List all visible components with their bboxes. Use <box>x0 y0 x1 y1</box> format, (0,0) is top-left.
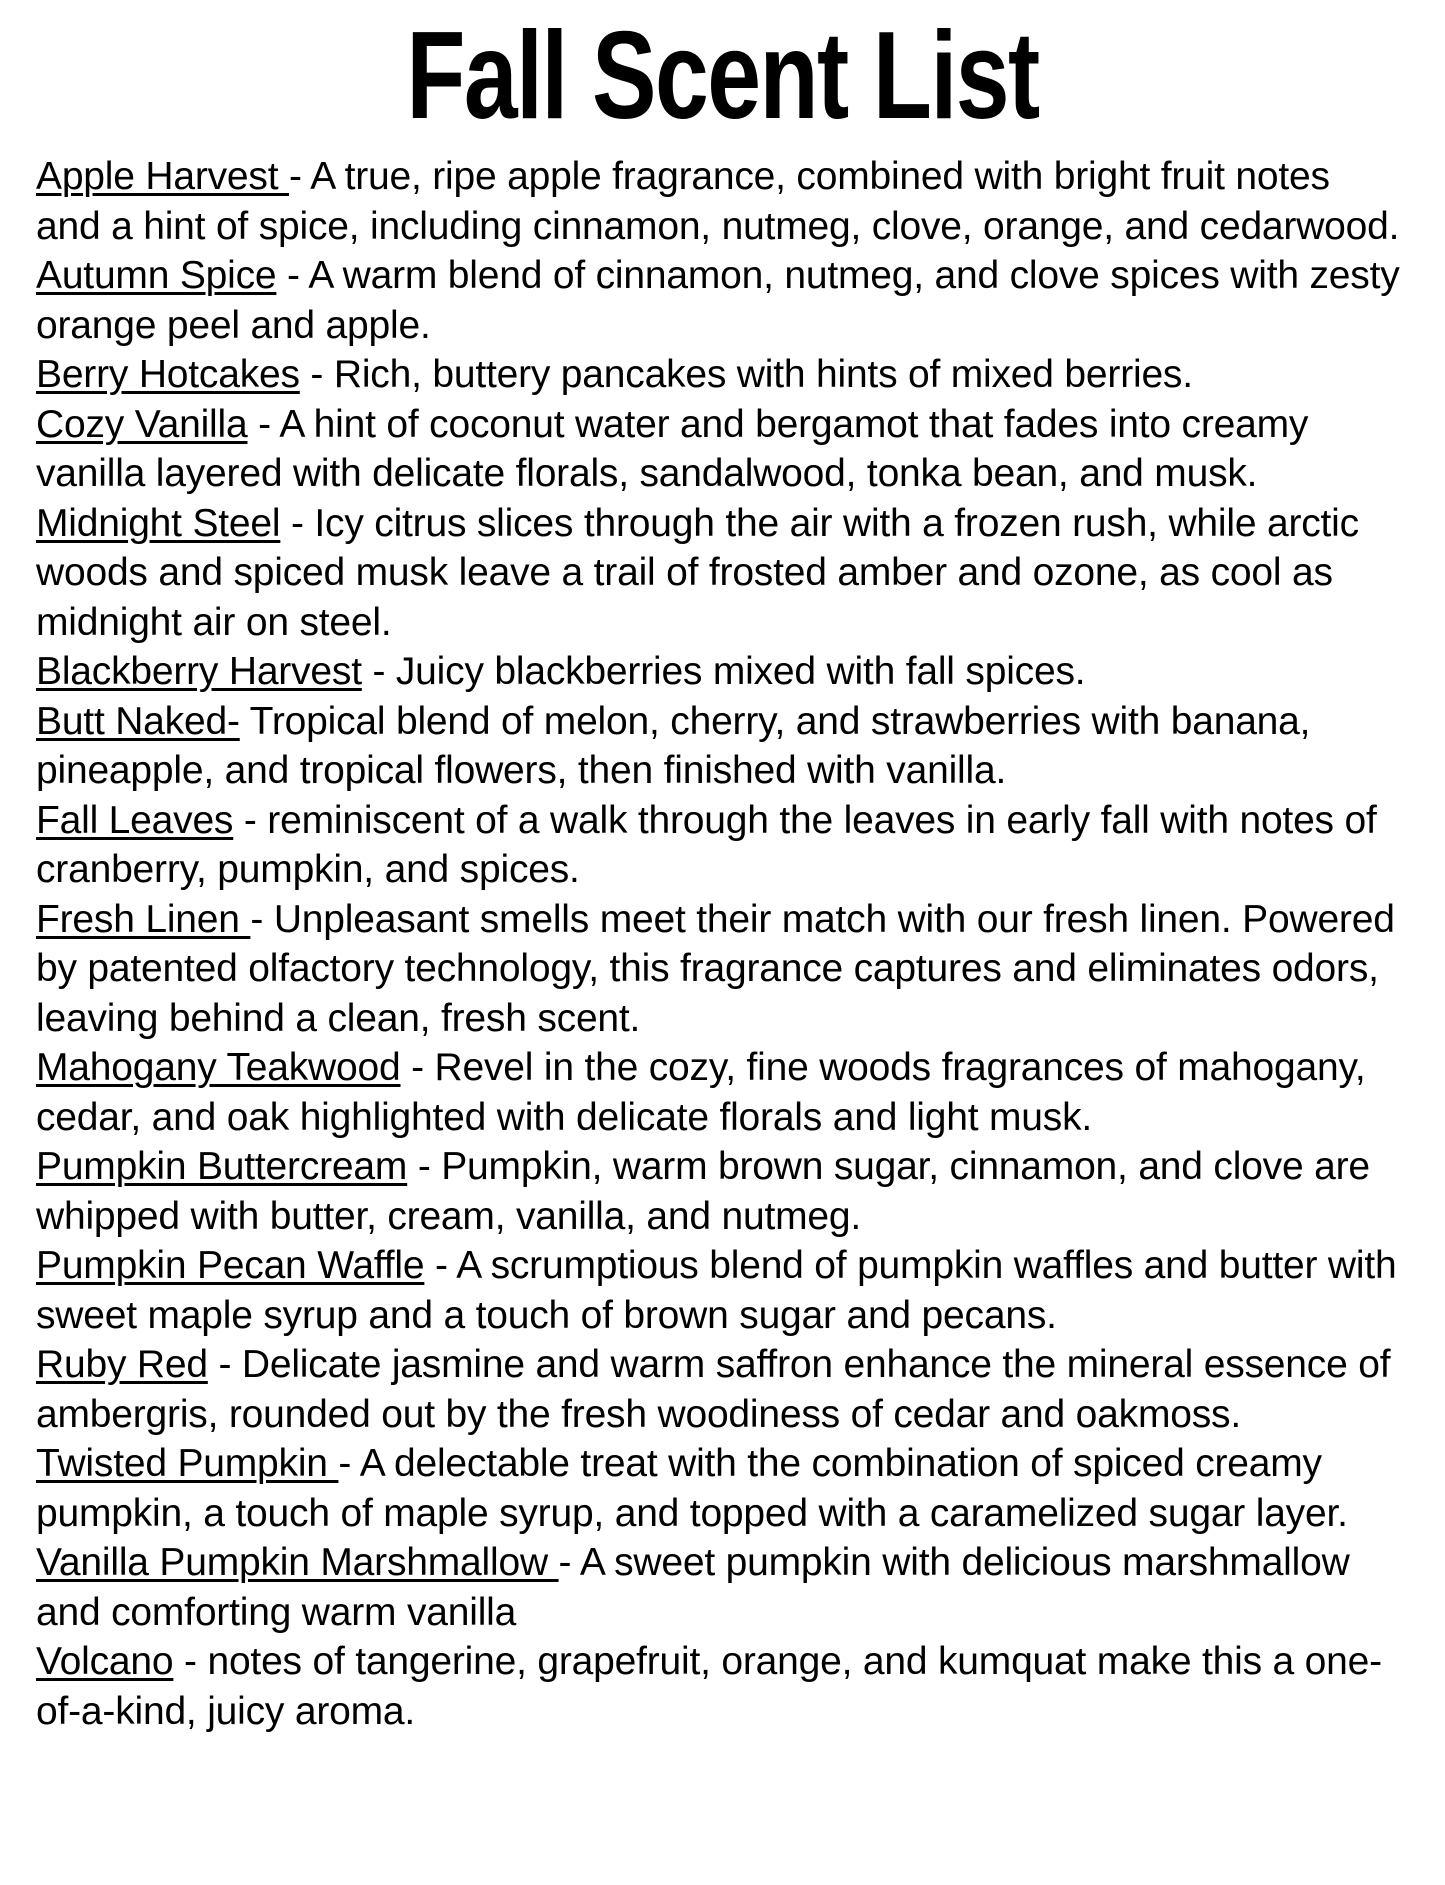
scent-entry-ruby-red <box>36 1340 1400 1439</box>
scent-entry-fall-leaves <box>36 796 1400 895</box>
scent-name: Pumpkin Buttercream <box>36 1145 408 1188</box>
scent-name: Butt Naked- <box>36 699 240 743</box>
scent-description: - Pumpkin, warm brown sugar, cinnamon, and clove are whipped with butter, cream, vanilla, and nutmeg. <box>36 1145 1370 1238</box>
scent-name: Fresh Linen <box>36 897 251 941</box>
scent-entry-butt-naked <box>36 697 1400 796</box>
scent-name: Autumn Spice <box>36 254 277 297</box>
scent-description: - Icy citrus slices through the air with a frozen rush, while arctic woods and spiced musk leave a trail of frosted amber and ozone, as cool as midnight air on steel. <box>36 501 1359 644</box>
scent-name: Ruby Red <box>36 1343 208 1386</box>
scent-entry-fresh-linen <box>36 895 1400 1044</box>
scent-description: - Unpleasant smells meet their match with our fresh linen. Powered by patented olfactory technology, this fragrance captures and eliminates odors, leaving behind a clean, fresh scent. <box>36 897 1395 1040</box>
scent-description: - A scrumptious blend of pumpkin waffles and butter with sweet maple syrup and a touch of brown sugar and pecans. <box>36 1244 1397 1337</box>
scent-entry-volcano <box>36 1637 1400 1736</box>
scent-description: - A true, ripe apple fragrance, combined with bright fruit notes and a hint of spice, including cinnamon, nutmeg, clove, orange, and cedarwood. <box>36 155 1400 248</box>
scent-name: Volcano <box>36 1640 174 1683</box>
scent-name: Apple Harvest <box>36 155 289 198</box>
scent-entry-pumpkin-pecan-waffle <box>36 1241 1400 1340</box>
scent-list <box>0 152 1445 1736</box>
scent-description: Tropical blend of melon, cherry, and strawberries with banana, pineapple, and tropical flowers, then finished with vanilla. <box>36 699 1311 792</box>
scent-description: - Revel in the cozy, fine woods fragrances of mahogany, cedar, and oak highlighted with delicate florals and light musk. <box>36 1046 1366 1139</box>
scent-entry-autumn-spice <box>36 251 1400 350</box>
scent-entry-vanilla-pumpkin-marshmallow <box>36 1538 1400 1637</box>
scent-description: - notes of tangerine, grapefruit, orange, and kumquat make this a one-of-a-kind, juicy aroma. <box>36 1640 1382 1733</box>
scent-name: Midnight Steel <box>36 501 281 545</box>
scent-name: Fall Leaves <box>36 798 234 842</box>
scent-description: - A warm blend of cinnamon, nutmeg, and clove spices with zesty orange peel and apple. <box>36 254 1400 347</box>
scent-name: Vanilla Pumpkin Marshmallow <box>36 1541 559 1584</box>
scent-name: Blackberry Harvest <box>36 650 362 693</box>
scent-entry-twisted-pumpkin <box>36 1439 1400 1538</box>
scent-description: - A sweet pumpkin with delicious marshmallow and comforting warm vanilla <box>36 1541 1350 1634</box>
scent-description: - reminiscent of a walk through the leaves in early fall with notes of cranberry, pumpkin, and spices. <box>36 798 1377 891</box>
scent-entry-pumpkin-buttercream <box>36 1142 1400 1241</box>
scent-entry-cozy-vanilla <box>36 400 1400 499</box>
scent-description: - A delectable treat with the combination of spiced creamy pumpkin, a touch of maple syrup, and topped with a caramelized sugar layer. <box>36 1442 1348 1535</box>
scent-entry-midnight-steel <box>36 499 1400 648</box>
scent-description: - Juicy blackberries mixed with fall spices. <box>361 650 1086 693</box>
scent-name: Cozy Vanilla <box>36 402 248 446</box>
scent-entry-apple-harvest <box>36 152 1400 251</box>
scent-entry-mahogany-teakwood <box>36 1043 1400 1142</box>
scent-description: - Rich, buttery pancakes with hints of mixed berries. <box>299 353 1193 396</box>
scent-name: Twisted Pumpkin <box>36 1442 339 1485</box>
scent-name: Berry Hotcakes <box>36 353 300 396</box>
scent-description: - Delicate jasmine and warm saffron enhance the mineral essence of ambergris, rounded out by the fresh woodiness of cedar and oakmoss. <box>36 1343 1391 1436</box>
scent-entry-blackberry-harvest <box>36 647 1400 697</box>
scent-name: Mahogany Teakwood <box>36 1046 401 1089</box>
scent-description: - A hint of coconut water and bergamot that fades into creamy vanilla layered with delicate florals, sandalwood, tonka bean, and musk. <box>36 402 1309 495</box>
scent-entry-berry-hotcakes <box>36 350 1400 400</box>
document-page <box>0 7 1445 1885</box>
page-title: Fall Scent List <box>406 7 1039 145</box>
scent-name: Pumpkin Pecan Waffle <box>36 1244 425 1287</box>
